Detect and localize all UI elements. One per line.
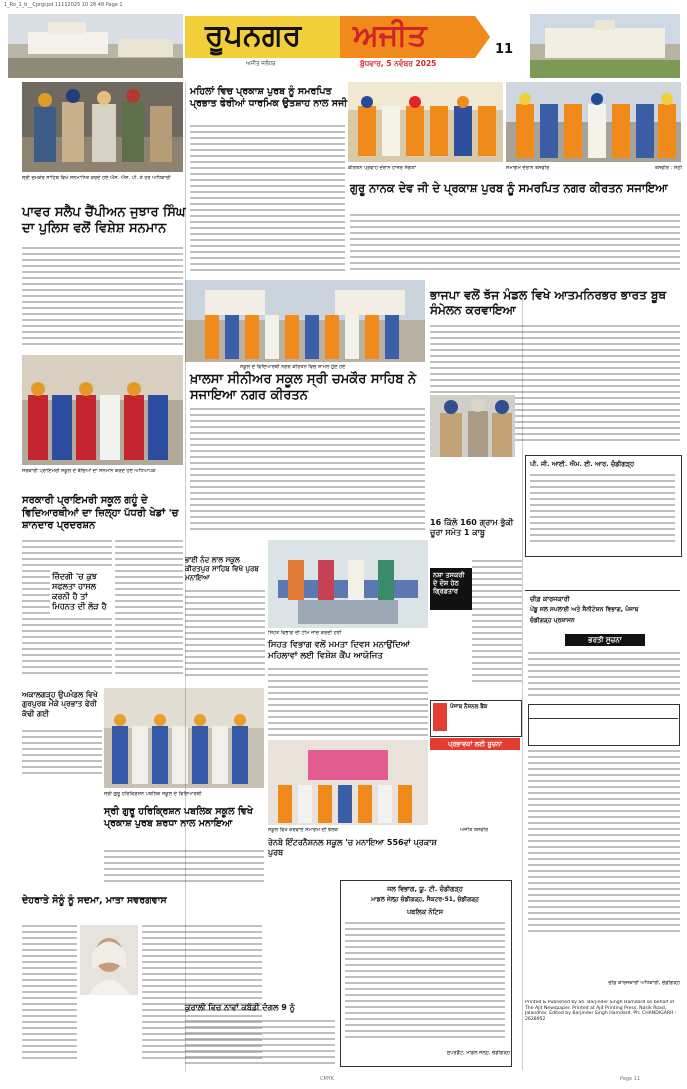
article-power-slap <box>22 247 183 347</box>
article-prabhat-pheri <box>190 125 345 275</box>
caption-khalsa-school: ਸਕੂਲ ਦੇ ਵਿਦਿਆਰਥੀ ਨਗਰ ਕੀਰਤਨ ਵਿਚ ਸ਼ਾਮਲ ਹੁੰਦੇ ਹੋਏ <box>240 364 346 370</box>
photo-harkrishan-school <box>104 688 264 788</box>
footer-mark-1: CMYK <box>320 1076 335 1082</box>
photo-kirtan-procession-1 <box>348 82 503 162</box>
photo-rainbow-school <box>268 740 428 825</box>
notice-water-addr: ਮਾਡਲ ਜੇਲ੍ਹ ਚੰਡੀਗੜ੍ਹ, ਸੈਕਟਰ-51, ਚੰਡੀਗੜ੍ਹ <box>371 896 479 903</box>
headline-sonu-bereavement: ਦੇਹਰਾਤੇ ਸੋਨੂੰ ਨੂੰ ਸਦਮਾ, ਮਾਤਾ ਸਵਰਗਵਾਸ <box>22 895 167 906</box>
photo-khalsa-school <box>185 280 425 362</box>
notice-gov-head: ਚੀਫ਼ ਕਾਰਜਕਾਰੀ <box>530 595 570 603</box>
box-arrest: ਨਸ਼ਾ ਤਸਕਰੀ ਦੇ ਦੋਸ਼ ਹੇਠ ਗ੍ਰਿਫ਼ਤਾਰ <box>430 568 472 610</box>
photo-police-honour <box>22 82 183 172</box>
masthead-date: ਬੁੱਧਵਾਰ, 5 ਨਵੰਬਰ 2025 <box>360 59 437 68</box>
headline-kabaddi: ਕੁਰਾਲੀ ਵਿਚ ਨਾਵਾਂ ਕਬੱਡੀ ਦੰਗਲ 9 ਨੂੰ <box>185 1003 295 1012</box>
article-poppy-husk <box>472 560 522 690</box>
notice-water-sign: ਸੁਪਰਡੈਂਟ, ਮਾਡਲ ਜੇਲ੍ਹ, ਚੰਡੀਗੜ੍ਹ <box>446 1050 510 1056</box>
caption-rainbow-school: ਸਕੂਲ ਵਿਖੇ ਕਰਵਾਏ ਸਮਾਗਮ ਦੀ ਝਲਕ <box>268 827 338 833</box>
headline-akalgarh: ਅਕਾਲਗੜ੍ਹ ਉਪਮੰਡਲ ਵਿਖੇ ਗੁਰਪੁਰਬ ਮੌਕੇ ਪ੍ਰਭਾਤ ਫੇਰੀ ਕੱਢੀ ਗਈ <box>22 690 98 718</box>
headline-poppy-husk: 16 ਕਿੱਲੋ 160 ਗ੍ਰਾਮ ਭੁੱਕੀ ਚੂਰਾ ਸਮੇਤ 1 ਕਾਬੂ <box>430 518 514 537</box>
caption-kirtan-1: ਕੀਰਤਨ ਪ੍ਰਵਾਹ ਦੌਰਾਨ ਹਾਜ਼ਰ ਸੰਗਤਾਂ <box>348 165 416 171</box>
headline-primary-school: ਸਰਕਾਰੀ ਪ੍ਰਾਇਮਰੀ ਸਕੂਲ ਗਹੂੰ ਦੇ ਵਿਦਿਆਰਥੀਆਂ ਦਾ ਜ਼ਿਲ੍ਹਾ ਪੱਧਰੀ ਖੇਡਾਂ 'ਚ ਸ਼ਾਨਦਾਰ ਪ੍ਰਦਰਸ਼ਨ <box>22 495 179 531</box>
caption-police-honour: ਸ੍ਰੀ ਚਮਕੌਰ ਸਾਹਿਬ ਵਿਖੇ ਸਨਮਾਨਿਤ ਕਰਦੇ ਹੋਏ ਐਸ. ਐਸ. ਪੀ. ਤੇ ਹੋਰ ਅਧਿਕਾਰੀ <box>22 175 171 181</box>
notice-gov-rule <box>525 590 680 591</box>
ad-red-banner: ਪ੍ਰਭਾਵਕਾਂ ਲਈ ਸੂਚਨਾ <box>430 738 520 750</box>
article-bhai-nandlal <box>185 590 265 685</box>
photo-health-camp <box>268 540 428 628</box>
headline-bhai-nandlal: ਭਾਈ ਨੰਦ ਲਾਲ ਸਕੂਲ ਕੀਰਤਪੁਰ ਸਾਹਿਬ ਵਿਖੇ ਪੁਰਬ ਮਨਾਇਆ <box>185 556 259 582</box>
headline-bjp-booth: ਭਾਜਪਾ ਵਲੋਂ ਝੱਜ ਮੰਡਲ ਵਿਖੇ ਆਤਮਨਿਰਭਰ ਭਾਰਤ ਬੂਥ ਸੰਮੇਲਨ ਕਰਵਾਇਆ <box>430 288 667 317</box>
headline-power-slap: ਪਾਵਰ ਸਲੈਪ ਚੈਂਪੀਅਨ ਜੁਝਾਰ ਸਿੰਘ ਦਾ ਪੁਲਿਸ ਵਲੋਂ ਵਿਸ਼ੇਸ਼ ਸਨਮਾਨ <box>22 205 186 237</box>
headline-harkrishan-school: ਸ੍ਰੀ ਗੁਰੂ ਹਰਿਕ੍ਰਿਸ਼ਨ ਪਬਲਿਕ ਸਕੂਲ ਵਿਖੇ ਪ੍ਰਕਾਸ਼ ਪੁਰਬ ਸ਼ਰਧਾ ਨਾਲ ਮਨਾਇਆ <box>104 806 253 829</box>
article-guru-nanak-kirtan <box>350 214 680 274</box>
notice-pgi-text <box>530 474 675 549</box>
caption-harkrishan-school: ਸ੍ਰੀ ਗੁਰੂ ਹਰਿਕ੍ਰਿਸ਼ਨ ਪਬਲਿਕ ਸਕੂਲ ਦੇ ਵਿਦਿਆਰਥੀ <box>104 791 202 797</box>
masthead-banner <box>185 16 490 58</box>
masthead-photo-left <box>8 14 183 78</box>
ad-bank-title: ਪੰਜਾਬ ਨੈਸ਼ਨਲ ਬੈਂਕ <box>450 704 488 710</box>
masthead-sub: ਅਜੀਤ ਜਲੰਧਰ <box>246 61 276 67</box>
photo-kirtan-procession-2 <box>506 82 681 162</box>
notice-pgi-heading: ਪੀ. ਜੀ. ਆਈ. ਐਮ. ਈ. ਆਰ. ਚੰਡੀਗੜ੍ਹ <box>530 460 635 468</box>
pullquote-hardwork: ਜ਼ਿੰਦਗੀ 'ਚ ਕੁਝ ਸਫਲਤਾ ਹਾਸਲ ਕਰਨੀ ਹੈ ਤਾਂ ਮਿਹਨਤ ਦੀ ਲੋੜ ਹੈ <box>50 570 114 614</box>
headline-rainbow-school: ਰੇਨਬੋ ਇੰਟਰਨੈਸ਼ਨਲ ਸਕੂਲ 'ਚ ਮਨਾਇਆ 556ਵਾਂ ਪ੍ਰਕਾਸ਼ ਪੁਰਬ <box>268 838 437 857</box>
photo-school-children <box>22 355 183 465</box>
headline-health-camp: ਸਿਹਤ ਵਿਭਾਗ ਵਲੋਂ ਮਮਤਾ ਦਿਵਸ ਮਨਾਉਂਦਿਆਂ ਮਹਿਲਾਵਾਂ ਲਈ ਵਿਸ਼ੇਸ਼ ਕੈਂਪ ਆਯੋਜਿਤ <box>268 640 411 661</box>
photo-credit-mid: ਅਜੀਤ ਤਸਵੀਰ <box>460 827 489 833</box>
notice-gov-text <box>528 652 680 702</box>
imprint: Printed & Published by Sh. Barjinder Singh Hamdard on behalf of The Ajit Newspaper. Printed at Ajit Printing Press, Nasik Road, Jalandhar. Edited by Barjinder Singh Hamdard. Ph: CHANDIGARH : 2628952 <box>525 1000 677 1022</box>
headline-khalsa-school: ਖ਼ਾਲਸਾ ਸੀਨੀਅਰ ਸਕੂਲ ਸ੍ਰੀ ਚਮਕੌਰ ਸਾਹਿਬ ਨੇ ਸਜਾਇਆ ਨਗਰ ਕੀਰਤਨ <box>190 372 417 404</box>
notice-water-dept: ਜਲ ਵਿਭਾਗ, ਯੂ. ਟੀ. ਚੰਡੀਗੜ੍ਹ <box>387 885 463 893</box>
notice-gov-table <box>528 704 680 746</box>
ad-bank-logo <box>433 703 447 731</box>
photo-arrest <box>430 395 515 457</box>
notice-water-title: ਪਬਲਿਕ ਨੋਟਿਸ <box>406 908 444 916</box>
article-akalgarh <box>22 730 102 780</box>
notice-water-text <box>345 922 505 1047</box>
scan-header: 1_Ro_1_b__Cprgcpd 11112025 10 28 48 Page 1 <box>4 2 123 8</box>
notice-gov-table-rule <box>528 718 678 719</box>
headline-guru-nanak-kirtan: ਗੁਰੂ ਨਾਨਕ ਦੇਵ ਜੀ ਦੇ ਪ੍ਰਕਾਸ਼ ਪੁਰਬ ਨੂੰ ਸਮਰਪਿਤ ਨਗਰ ਕੀਰਤਨ ਸਜਾਇਆ <box>350 181 668 195</box>
article-khalsa-school <box>190 408 425 538</box>
article-primary-school-b <box>115 540 183 680</box>
photo-mother-portrait <box>80 925 138 995</box>
article-kabaddi <box>185 1020 335 1070</box>
page-number: 11 <box>495 42 514 57</box>
masthead-city: ਰੂਪਨਗਰ <box>205 18 302 53</box>
article-harkrishan-school <box>104 850 264 890</box>
headline-prabhat-pheri: ਮਹਿਲਾਂ ਵਿਚ ਪ੍ਰਕਾਸ਼ ਪੁਰਬ ਨੂੰ ਸਮਰਪਿਤ ਪ੍ਰਭਾਤ ਫੇਰੀਆਂ ਧਾਰਮਿਕ ਉਤਸ਼ਾਹ ਨਾਲ ਸਜੀ <box>190 86 348 109</box>
masthead-photo-right <box>530 14 680 78</box>
notice-gov-title: ਭਰਤੀ ਸੂਚਨਾ <box>565 634 645 646</box>
notice-gov-dept: ਚੰਡੀਗੜ੍ਹ ਪ੍ਰਸ਼ਾਸਨ <box>530 617 575 624</box>
col-rule-2 <box>522 290 523 1070</box>
caption-health-camp: ਸਿਹਤ ਵਿਭਾਗ ਦੀ ਟੀਮ ਜਾਂਚ ਕਰਦੀ ਹੋਈ <box>268 630 342 636</box>
footer-mark-2: Page 11 <box>620 1076 641 1082</box>
notice-gov-sign: ਚੀਫ਼ ਕਾਰਜਕਾਰੀ ਅਧਿਕਾਰੀ, ਚੰਡੀਗੜ੍ਹ <box>608 980 680 986</box>
caption-kirtan-2: ਸਮਾਗਮ ਦੌਰਾਨ ਤਸਵੀਰ <box>506 165 550 171</box>
masthead-paper: ਅਜੀਤ <box>353 18 427 53</box>
caption-school-children: ਸਰਕਾਰੀ ਪ੍ਰਾਇਮਰੀ ਸਕੂਲ ਦੇ ਬੱਚਿਆਂ ਦਾ ਸਨਮਾਨ ਕਰਦੇ ਹੋਏ ਅਧਿਆਪਕ <box>22 468 156 474</box>
article-sonu-bereavement <box>22 925 77 1065</box>
col-rule-1 <box>185 82 186 1072</box>
notice-gov-sub: ਪੇਂਡੂ ਜਲ ਸਪਲਾਈ ਅਤੇ ਸੈਨੀਟੇਸ਼ਨ ਵਿਭਾਗ, ਪੰਜਾਬ <box>530 606 639 613</box>
photo-credit-right: ਤਸਵੀਰ : ਸੇਠੀ <box>654 165 682 171</box>
notice-gov-text-b <box>528 750 680 940</box>
